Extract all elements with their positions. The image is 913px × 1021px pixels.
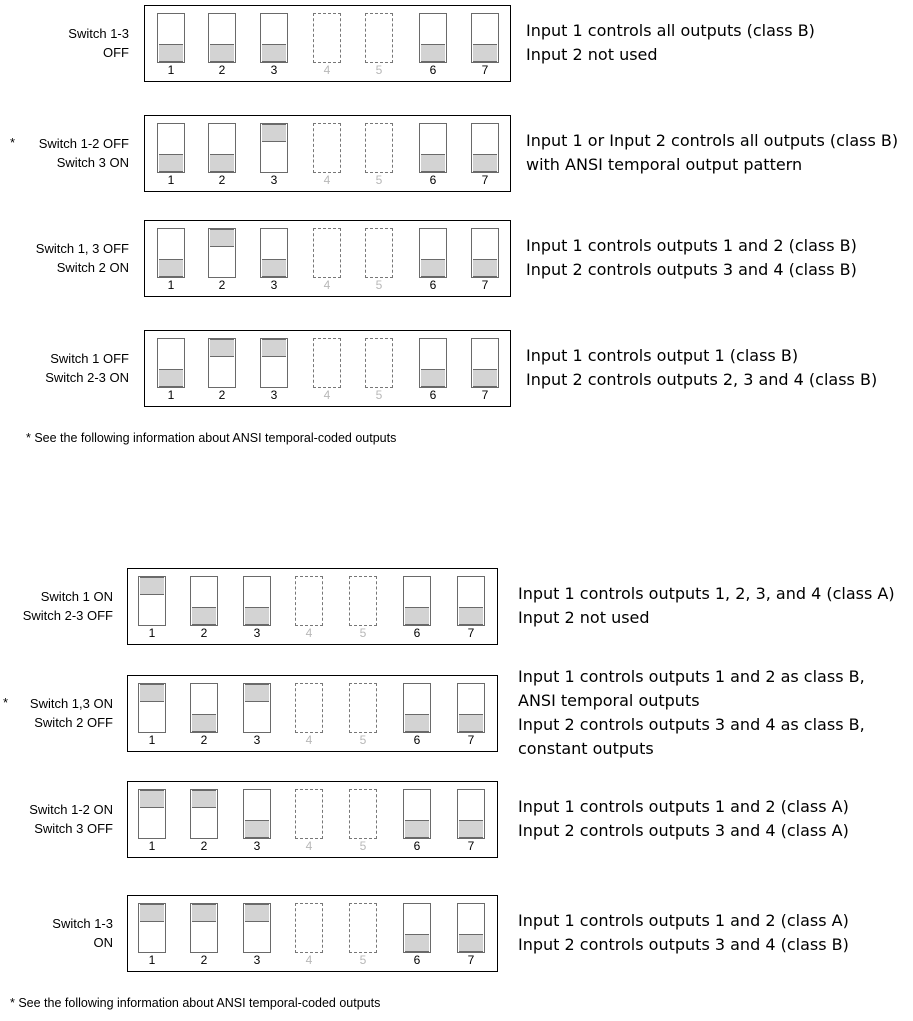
switch-knob-off [245,607,269,625]
switch-number-5: 5 [359,839,367,853]
switch-number-2: 2 [218,63,226,77]
description-line: Input 2 not used [518,608,650,627]
switch-setting-label [36,239,129,277]
dip-switch-7 [471,13,499,63]
dip-switch-5 [365,338,393,388]
switch-knob-on [245,904,269,922]
switch-setting-label [29,800,113,838]
dip-switch-7 [457,576,485,626]
dip-switch-7 [471,338,499,388]
dip-switch-5 [365,228,393,278]
description-line: Input 2 controls outputs 3 and 4 (class B) [526,260,857,279]
dip-switch-6 [403,789,431,839]
dip-switch-5 [365,123,393,173]
switch-knob-on [210,229,234,247]
switch-number-1: 1 [148,839,156,853]
dip-switch-6 [403,683,431,733]
switch-number-6: 6 [413,733,421,747]
dip-switch-4 [313,13,341,63]
switch-number-1: 1 [148,733,156,747]
label-line: Switch 2-3 ON [45,370,129,385]
dip-switch-6 [403,576,431,626]
dip-switch-4 [295,789,323,839]
dip-switch-4 [313,228,341,278]
description-line: Input 2 controls outputs 3 and 4 (class A) [518,821,849,840]
switch-number-3: 3 [253,626,261,640]
description-line: Input 2 controls outputs 3 and 4 (class B) [518,935,849,954]
switch-knob-off [473,369,497,387]
dip-switch-box [144,5,511,82]
switch-knob-off [405,934,429,952]
setting-description [526,234,857,282]
dip-switch-3 [260,123,288,173]
dip-switch-7 [457,903,485,953]
switch-number-5: 5 [375,63,383,77]
label-line: Switch 3 OFF [34,821,113,836]
dip-switch-3 [243,903,271,953]
switch-number-6: 6 [413,953,421,967]
label-line: Switch 3 ON [56,155,129,170]
setting-description [526,19,815,67]
switch-knob-off [405,607,429,625]
switch-knob-on [140,577,164,595]
switch-number-7: 7 [467,839,475,853]
setting-description [518,665,865,761]
switch-number-5: 5 [375,388,383,402]
switch-knob-off [459,820,483,838]
dip-switch-7 [457,789,485,839]
switch-setting-label [23,587,113,625]
description-line: with ANSI temporal output pattern [526,155,803,174]
switch-knob-off [405,714,429,732]
dip-switch-6 [419,13,447,63]
dip-switch-5 [349,683,377,733]
dip-switch-2 [208,123,236,173]
dip-switch-2 [208,13,236,63]
dip-switch-box [144,115,511,192]
dip-switch-2 [190,683,218,733]
switch-knob-off [245,820,269,838]
dip-switch-box [127,895,498,972]
description-line: constant outputs [518,739,654,758]
switch-number-4: 4 [323,63,331,77]
footnote-asterisk: * [10,135,16,150]
switch-knob-on [140,790,164,808]
setting-description [526,344,877,392]
switch-knob-on [245,684,269,702]
description-line: Input 2 controls outputs 3 and 4 as class B, [518,715,865,734]
switch-knob-on [140,904,164,922]
switch-number-6: 6 [413,839,421,853]
dip-switch-2 [208,338,236,388]
switch-number-3: 3 [270,63,278,77]
dip-switch-5 [349,789,377,839]
switch-knob-on [262,124,286,142]
dip-switch-6 [419,338,447,388]
switch-number-3: 3 [253,733,261,747]
switch-number-6: 6 [429,388,437,402]
switch-number-5: 5 [359,626,367,640]
dip-switch-3 [260,228,288,278]
label-line: Switch 1-2 ON [29,802,113,817]
switch-number-3: 3 [270,173,278,187]
switch-number-4: 4 [305,953,313,967]
switch-number-2: 2 [218,388,226,402]
label-line: Switch 2-3 OFF [22,608,113,623]
dip-switch-7 [471,123,499,173]
label-line: Switch 2 ON [56,260,129,275]
label-line: Switch 1,3 ON [29,696,113,711]
switch-number-4: 4 [305,626,313,640]
switch-setting-label [68,24,129,62]
switch-number-5: 5 [375,278,383,292]
dip-switch-1 [138,789,166,839]
dip-switch-1 [157,338,185,388]
switch-number-6: 6 [429,278,437,292]
description-line: Input 1 controls outputs 1 and 2 (class A) [518,797,849,816]
switch-number-7: 7 [481,278,489,292]
setting-description [518,909,849,957]
setting-description [518,795,849,843]
switch-number-4: 4 [305,733,313,747]
switch-knob-off [159,259,183,277]
switch-number-1: 1 [167,388,175,402]
switch-number-1: 1 [148,953,156,967]
description-line: Input 1 controls outputs 1 and 2 (class B) [526,236,857,255]
switch-knob-off [473,154,497,172]
description-line: Input 1 controls outputs 1 and 2 (class A) [518,911,849,930]
switch-knob-off [159,44,183,62]
switch-number-4: 4 [323,278,331,292]
switch-number-4: 4 [323,388,331,402]
dip-switch-6 [419,123,447,173]
switch-number-7: 7 [467,733,475,747]
footnote-asterisk: * [3,695,9,710]
switch-knob-off [159,369,183,387]
dip-switch-4 [295,683,323,733]
label-line: Switch 1 ON [40,589,113,604]
switch-knob-off [192,714,216,732]
switch-number-6: 6 [413,626,421,640]
label-line: Switch 2 OFF [34,715,113,730]
switch-setting-label [45,349,129,387]
switch-number-7: 7 [481,63,489,77]
dip-switch-5 [365,13,393,63]
switch-knob-off [459,714,483,732]
switch-number-6: 6 [429,63,437,77]
dip-switch-3 [260,13,288,63]
switch-number-2: 2 [200,953,208,967]
dip-switch-box [127,568,498,645]
switch-number-5: 5 [359,953,367,967]
footnote: * See the following information about ANSI temporal-coded outputs [10,996,381,1010]
switch-knob-off [262,44,286,62]
switch-knob-on [192,790,216,808]
dip-switch-1 [157,123,185,173]
dip-switch-1 [157,228,185,278]
dip-switch-box [144,220,511,297]
switch-knob-off [421,369,445,387]
dip-switch-1 [138,903,166,953]
dip-switch-2 [190,789,218,839]
switch-number-1: 1 [167,63,175,77]
switch-knob-off [421,154,445,172]
dip-switch-3 [243,683,271,733]
description-line: Input 2 controls outputs 2, 3 and 4 (class B) [526,370,878,389]
switch-number-2: 2 [200,733,208,747]
switch-knob-off [159,154,183,172]
dip-switch-2 [208,228,236,278]
description-line: Input 1 controls outputs 1, 2, 3, and 4 (class A) [518,584,895,603]
switch-number-5: 5 [375,173,383,187]
dip-switch-4 [295,576,323,626]
switch-number-7: 7 [481,173,489,187]
switch-knob-off [210,154,234,172]
switch-setting-label [30,694,113,732]
dip-switch-3 [243,576,271,626]
description-line: ANSI temporal outputs [518,691,700,710]
description-line: Input 2 not used [526,45,658,64]
switch-knob-off [210,44,234,62]
label-line: Switch 1-2 OFF [38,136,129,151]
switch-knob-off [473,259,497,277]
dip-switch-4 [313,123,341,173]
dip-switch-6 [419,228,447,278]
dip-switch-5 [349,903,377,953]
switch-knob-off [459,934,483,952]
dip-switch-1 [138,576,166,626]
switch-number-2: 2 [200,626,208,640]
switch-number-5: 5 [359,733,367,747]
dip-switch-4 [313,338,341,388]
switch-setting-label [39,134,129,172]
switch-number-2: 2 [218,173,226,187]
switch-number-6: 6 [429,173,437,187]
switch-number-2: 2 [218,278,226,292]
dip-switch-box [127,781,498,858]
switch-knob-on [192,904,216,922]
switch-knob-off [192,607,216,625]
setting-description [518,582,895,630]
dip-switch-box [144,330,511,407]
footnote: * See the following information about ANSI temporal-coded outputs [26,431,397,445]
setting-description [526,129,898,177]
switch-knob-off [421,259,445,277]
dip-switch-2 [190,903,218,953]
switch-knob-off [459,607,483,625]
dip-switch-1 [138,683,166,733]
switch-setting-label [52,914,113,952]
switch-number-4: 4 [305,839,313,853]
switch-number-3: 3 [253,839,261,853]
switch-number-3: 3 [253,953,261,967]
dip-switch-1 [157,13,185,63]
switch-number-7: 7 [481,388,489,402]
switch-number-1: 1 [167,278,175,292]
label-line: Switch 1 OFF [50,351,129,366]
switch-number-7: 7 [467,953,475,967]
dip-switch-3 [260,338,288,388]
switch-number-4: 4 [323,173,331,187]
label-line: OFF [103,45,129,60]
switch-knob-off [405,820,429,838]
dip-switch-3 [243,789,271,839]
label-line: Switch 1-3 [52,916,113,931]
label-line: ON [93,935,113,950]
switch-knob-off [473,44,497,62]
description-line: Input 1 controls output 1 (class B) [526,346,799,365]
switch-knob-on [210,339,234,357]
label-line: Switch 1, 3 OFF [35,241,129,256]
switch-knob-off [421,44,445,62]
description-line: Input 1 controls all outputs (class B) [526,21,815,40]
switch-number-3: 3 [270,388,278,402]
switch-number-1: 1 [167,173,175,187]
switch-knob-on [140,684,164,702]
description-line: Input 1 controls outputs 1 and 2 as class B, [518,667,865,686]
switch-knob-on [262,339,286,357]
switch-knob-off [262,259,286,277]
dip-switch-4 [295,903,323,953]
dip-switch-7 [457,683,485,733]
switch-number-3: 3 [270,278,278,292]
switch-number-1: 1 [148,626,156,640]
dip-switch-5 [349,576,377,626]
description-line: Input 1 or Input 2 controls all outputs (class B) [526,131,899,150]
switch-number-2: 2 [200,839,208,853]
dip-switch-box [127,675,498,752]
dip-switch-6 [403,903,431,953]
dip-switch-2 [190,576,218,626]
label-line: Switch 1-3 [68,26,129,41]
switch-number-7: 7 [467,626,475,640]
dip-switch-7 [471,228,499,278]
